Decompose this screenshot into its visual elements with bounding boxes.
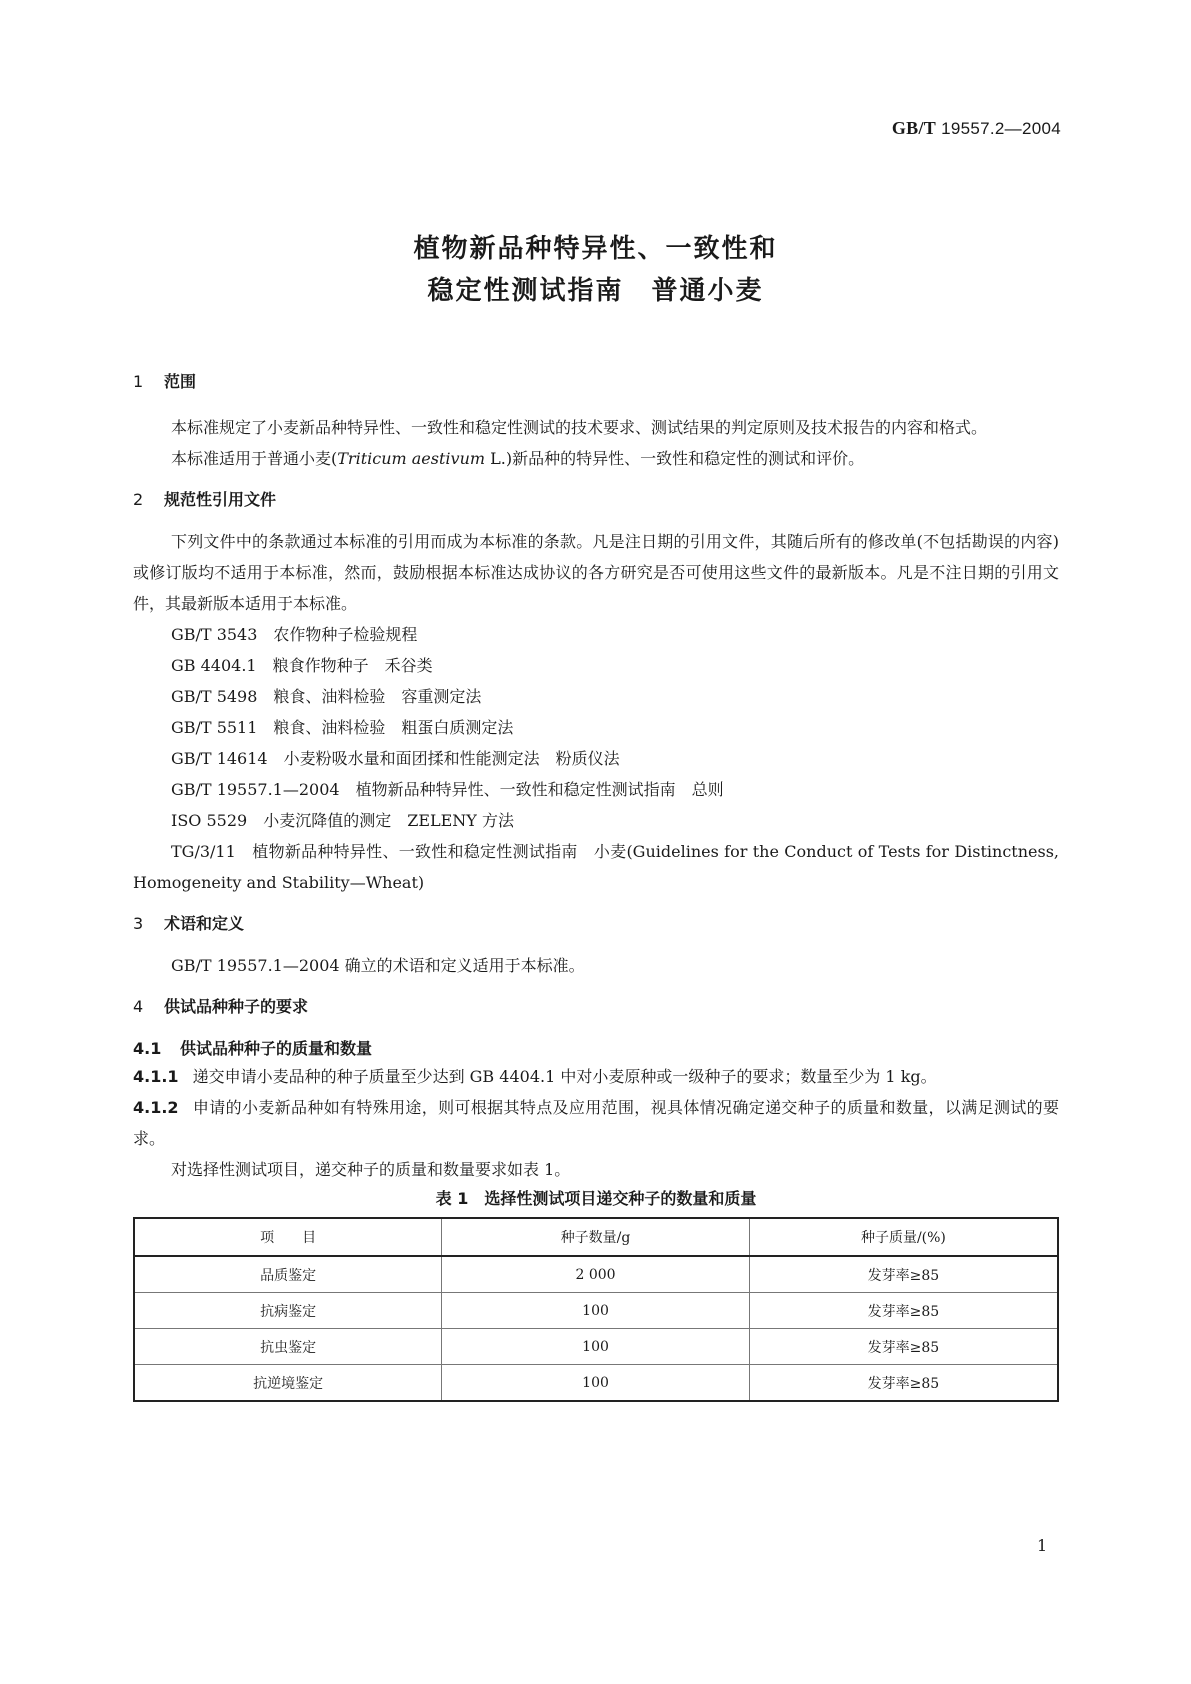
clause-text: 递交申请小麦品种的种子质量至少达到 GB 4404.1 中对小麦原种或一级种子的要求；数量至少为 1 kg。	[192, 1067, 937, 1086]
scope-paragraph-2	[133, 443, 1059, 474]
reference-item: ISO 5529 小麦沉降值的测定 ZELENY 方法	[171, 811, 514, 830]
table-cell: 发芽率≥85	[749, 1329, 1058, 1365]
references-intro: 下列文件中的条款通过本标准的引用而成为本标准的条款。凡是注日期的引用文件，其随后所有的修改单(不包括勘误的内容)或修订版均不适用于本标准，然而，鼓励根据本标准达成协议的各方研究是否可使用这些文件的最新版本。凡是不注日期的引用文件，其最新版本适用于本标准。	[133, 532, 1059, 613]
reference-item: GB/T 14614 小麦粉吸水量和面团揉和性能测定法 粉质仪法	[171, 749, 620, 768]
seed-requirements-table	[133, 1217, 1059, 1402]
title-line-1: 植物新品种特异性、一致性和	[413, 234, 778, 264]
subsection-title: 供试品种种子的质量和数量	[180, 1039, 373, 1058]
text-fragment: 本标准适用于普通小麦(	[171, 449, 338, 468]
section-title: 规范性引用文件	[164, 490, 277, 509]
table-cell: 品质鉴定	[134, 1256, 442, 1293]
table-cell: 发芽率≥85	[749, 1365, 1058, 1402]
species-name: Triticum aestivum	[337, 449, 486, 468]
section-4-heading	[133, 995, 1059, 1019]
section-number: 1	[133, 372, 144, 391]
table-cell: 发芽率≥85	[749, 1256, 1058, 1293]
text-fragment: L.)新品种的特异性、一致性和稳定性的测试和评价。	[485, 449, 865, 468]
terms-paragraph: GB/T 19557.1—2004 确立的术语和定义适用于本标准。	[171, 956, 585, 975]
reference-item: TG/3/11 植物新品种特异性、一致性和稳定性测试指南 小麦(Guidelines for the Conduct of Tests for Distinctness, Homogeneity and Stability—Wheat)	[133, 842, 1059, 892]
standard-prefix: GB/T	[891, 118, 937, 138]
table-cell: 100	[442, 1329, 750, 1365]
page-number: 1	[1037, 1536, 1048, 1555]
table-cell: 发芽率≥85	[749, 1293, 1058, 1329]
section-1-heading	[133, 370, 1059, 394]
table-cell: 100	[442, 1365, 750, 1402]
reference-item: GB/T 5498 粮食、油料检验 容重测定法	[171, 687, 482, 706]
subsection-number: 4.1	[133, 1039, 162, 1058]
clause-number: 4.1.1	[133, 1067, 179, 1086]
table-row	[134, 1293, 1058, 1329]
section-title: 供试品种种子的要求	[164, 997, 309, 1016]
table-cell: 2 000	[442, 1256, 750, 1293]
table-header-row	[134, 1218, 1058, 1256]
clause-text: 申请的小麦新品种如有特殊用途，则可根据其特点及应用范围，视具体情况确定递交种子的质量和数量，以满足测试的要求。	[133, 1098, 1059, 1148]
table-intro: 对选择性测试项目，递交种子的质量和数量要求如表 1。	[171, 1160, 571, 1179]
section-number: 4	[133, 997, 144, 1016]
subsection-4-1-heading	[133, 1037, 1059, 1061]
reference-item: GB/T 3543 农作物种子检验规程	[171, 625, 418, 644]
table-cell: 100	[442, 1293, 750, 1329]
section-title: 范围	[164, 372, 197, 391]
table-cell: 抗病鉴定	[134, 1293, 442, 1329]
document-body	[133, 370, 1059, 1402]
document-title	[0, 228, 1191, 312]
clause-4-1-2	[133, 1092, 1059, 1154]
standard-code: 19557.2—2004	[941, 119, 1061, 138]
table-row	[134, 1329, 1058, 1365]
table-cell: 抗虫鉴定	[134, 1329, 442, 1365]
table-row	[134, 1256, 1058, 1293]
table-cell: 抗逆境鉴定	[134, 1365, 442, 1402]
reference-item: GB/T 19557.1—2004 植物新品种特异性、一致性和稳定性测试指南 总则	[171, 780, 724, 799]
section-number: 3	[133, 914, 144, 933]
section-3-heading	[133, 912, 1059, 936]
section-number: 2	[133, 490, 144, 509]
table-caption: 表 1 选择性测试项目递交种子的数量和质量	[435, 1189, 757, 1208]
table-row	[134, 1365, 1058, 1402]
standard-number	[892, 118, 1061, 139]
title-line-2: 稳定性测试指南 普通小麦	[427, 276, 764, 306]
column-header: 种子质量/(%)	[749, 1218, 1058, 1256]
clause-4-1-1	[133, 1061, 1059, 1092]
section-2-heading	[133, 488, 1059, 512]
reference-item: GB 4404.1 粮食作物种子 禾谷类	[171, 656, 433, 675]
reference-item: GB/T 5511 粮食、油料检验 粗蛋白质测定法	[171, 718, 514, 737]
clause-number: 4.1.2	[133, 1098, 179, 1117]
column-header: 种子数量/g	[442, 1218, 750, 1256]
section-title: 术语和定义	[164, 914, 245, 933]
column-header: 项 目	[134, 1218, 442, 1256]
scope-paragraph-1: 本标准规定了小麦新品种特异性、一致性和稳定性测试的技术要求、测试结果的判定原则及技术报告的内容和格式。	[171, 418, 988, 437]
